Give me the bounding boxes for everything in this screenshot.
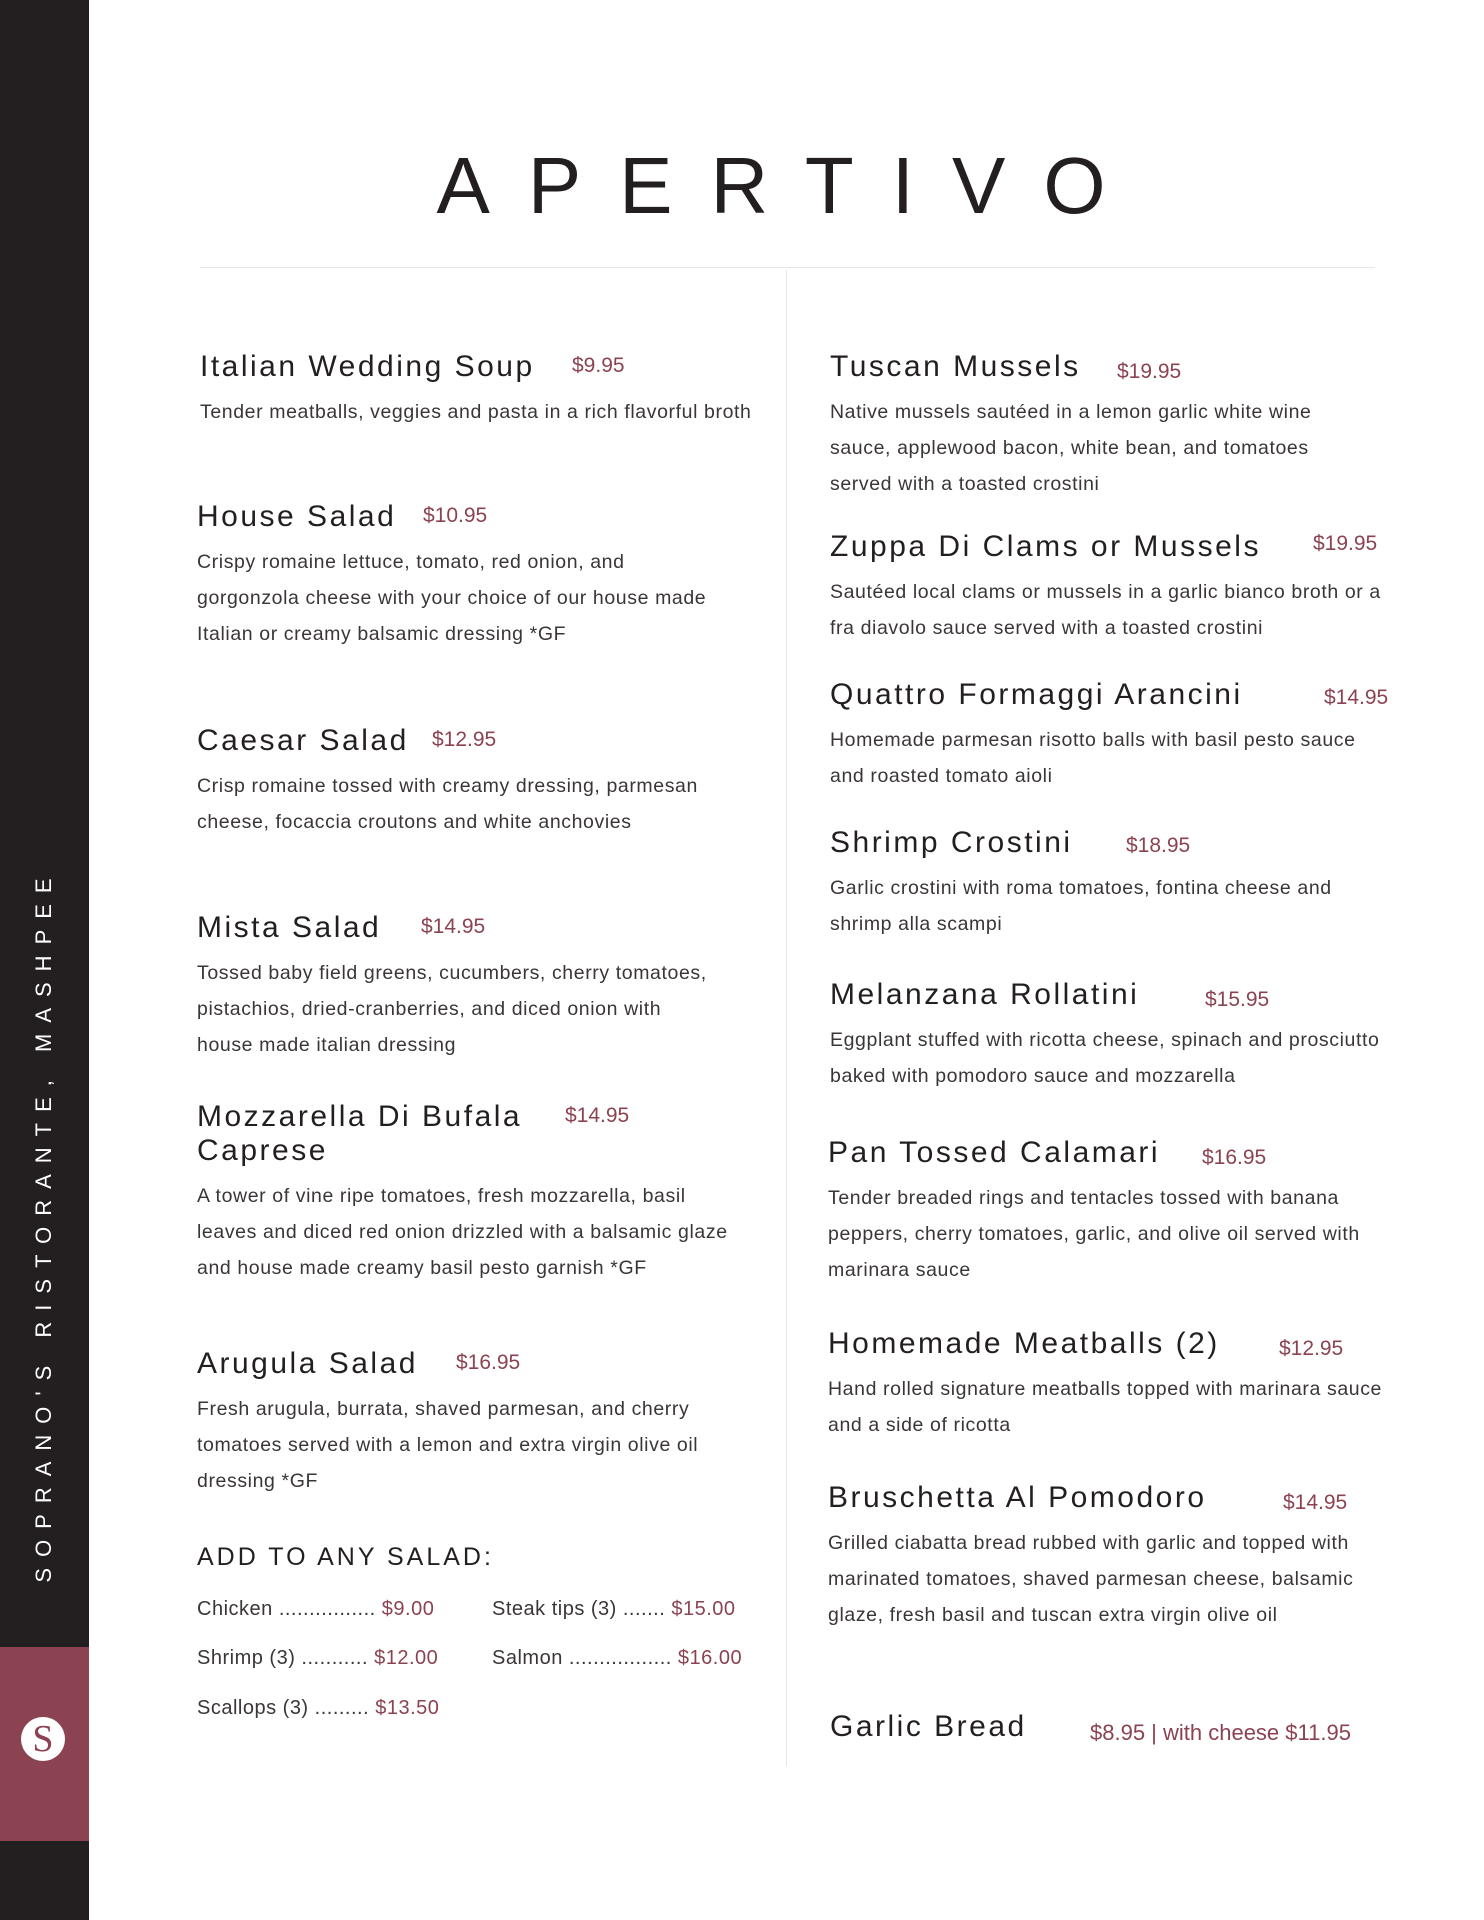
item-name: Bruschetta Al Pomodoro [828, 1481, 1207, 1514]
menu-item [828, 1481, 1388, 1633]
menu-item [197, 500, 722, 652]
item-price: $16.95 [456, 1351, 521, 1374]
item-description: Tender meatballs, veggies and pasta in a rich flavorful broth [200, 401, 752, 423]
item-price: $10.95 [423, 504, 488, 527]
item-name: Melanzana Rollatini [830, 978, 1140, 1011]
menu-item [830, 978, 1385, 1094]
item-name: Quattro Formaggi Arancini [830, 678, 1243, 711]
item-description: Hand rolled signature meatballs topped with marinara sauce and a side of ricotta [828, 1378, 1383, 1436]
addon-label: Steak tips (3) ....... [492, 1598, 666, 1620]
item-price: $8.95 | with cheese $11.95 [1090, 1720, 1351, 1745]
item-description: Homemade parmesan risotto balls with basil pesto sauce and roasted tomato aioli [830, 729, 1356, 787]
menu-item [200, 350, 760, 430]
item-price: $9.95 [572, 354, 625, 377]
item-price: $16.95 [1202, 1146, 1267, 1169]
item-price: $14.95 [1324, 686, 1389, 709]
menu-item [830, 530, 1385, 646]
item-description: Garlic crostini with roma tomatoes, fontina cheese and shrimp alla scampi [830, 877, 1332, 935]
item-price: $15.95 [1205, 988, 1270, 1011]
addon-price: $15.00 [671, 1598, 736, 1620]
menu-item [828, 1327, 1398, 1443]
addon-item [492, 1598, 736, 1621]
item-name: Arugula Salad [197, 1347, 418, 1380]
addon-price: $9.00 [381, 1598, 435, 1620]
item-name: Mista Salad [197, 911, 382, 944]
menu-item [197, 1347, 742, 1499]
logo-icon: S [21, 1717, 65, 1761]
item-description: Native mussels sautéed in a lemon garlic white wine sauce, applewood bacon, white bean, and tomatoes served with a toasted crostini [830, 401, 1312, 495]
addon-label: Salmon ................. [492, 1647, 672, 1669]
item-name: House Salad [197, 500, 397, 533]
title-divider [200, 267, 1375, 268]
menu-item [828, 1136, 1385, 1288]
item-price: $14.95 [421, 915, 486, 938]
item-name: Homemade Meatballs (2) [828, 1327, 1220, 1360]
addon-price: $12.00 [374, 1647, 439, 1669]
restaurant-name-vertical: SOPRANO'S RISTORANTE, MASHPEE [31, 867, 56, 1583]
item-description: Fresh arugula, burrata, shaved parmesan, and cherry tomatoes served with a lemon and extra virgin olive oil dressing *GF [197, 1398, 699, 1492]
menu-item [830, 1710, 1130, 1744]
item-price: $19.95 [1117, 360, 1182, 383]
item-description: A tower of vine ripe tomatoes, fresh mozzarella, basil leaves and diced red onion drizzled with a balsamic glaze and house made creamy basil pesto garnish *GF [197, 1185, 728, 1279]
item-name: Mozzarella Di Bufala Caprese [197, 1100, 523, 1167]
item-price: $19.95 [1313, 532, 1378, 555]
addon-heading: ADD TO ANY SALAD: [197, 1543, 494, 1571]
addon-item [492, 1647, 742, 1670]
item-price: $18.95 [1126, 834, 1191, 857]
item-name: Caesar Salad [197, 724, 409, 757]
item-description: Tossed baby field greens, cucumbers, cherry tomatoes, pistachios, dried-cranberries, and diced onion with house made italian dressing [197, 962, 707, 1056]
item-price: $14.95 [565, 1104, 630, 1127]
item-price: $14.95 [1283, 1491, 1348, 1514]
menu-item [830, 350, 1360, 502]
addon-label: Chicken ................ [197, 1598, 376, 1620]
menu-section-title: APERTIVO [436, 141, 1144, 230]
item-name: Garlic Bread [830, 1710, 1027, 1743]
menu-item [197, 911, 722, 1063]
addon-price: $16.00 [677, 1647, 743, 1669]
menu-item [197, 724, 722, 840]
addon-item [197, 1697, 439, 1720]
item-price: $12.95 [1279, 1337, 1344, 1360]
item-price: $12.95 [432, 728, 497, 751]
addon-item [197, 1647, 438, 1670]
item-description: Crisp romaine tossed with creamy dressing, parmesan cheese, focaccia croutons and white anchovies [197, 775, 698, 833]
addon-label: Shrimp (3) ........... [197, 1647, 369, 1669]
item-name: Pan Tossed Calamari [828, 1136, 1161, 1169]
column-divider [786, 270, 787, 1766]
item-name: Shrimp Crostini [830, 826, 1073, 859]
item-name: Tuscan Mussels [830, 350, 1081, 383]
item-description: Eggplant stuffed with ricotta cheese, spinach and prosciutto baked with pomodoro sauce and mozzarella [830, 1029, 1380, 1087]
addon-price: $13.50 [375, 1697, 440, 1719]
menu-item [830, 826, 1385, 942]
item-description: Sautéed local clams or mussels in a garlic bianco broth or a fra diavolo sauce served with a toasted crostini [830, 581, 1381, 639]
menu-item [197, 1100, 742, 1286]
item-description: Tender breaded rings and tentacles tossed with banana peppers, cherry tomatoes, garlic, and olive oil served with marinara sauce [828, 1187, 1360, 1281]
addon-label: Scallops (3) ......... [197, 1697, 370, 1719]
item-name: Zuppa Di Clams or Mussels [830, 530, 1261, 563]
menu-item [830, 678, 1389, 794]
item-description: Crispy romaine lettuce, tomato, red onion, and gorgonzola cheese with your choice of our house made Italian or creamy balsamic dressing *GF [197, 551, 707, 645]
item-name: Italian Wedding Soup [200, 350, 535, 383]
item-description: Grilled ciabatta bread rubbed with garlic and topped with marinated tomatoes, shaved parmesan cheese, balsamic glaze, fresh basil and tuscan extra virgin olive oil [828, 1532, 1354, 1626]
addon-item [197, 1598, 434, 1621]
